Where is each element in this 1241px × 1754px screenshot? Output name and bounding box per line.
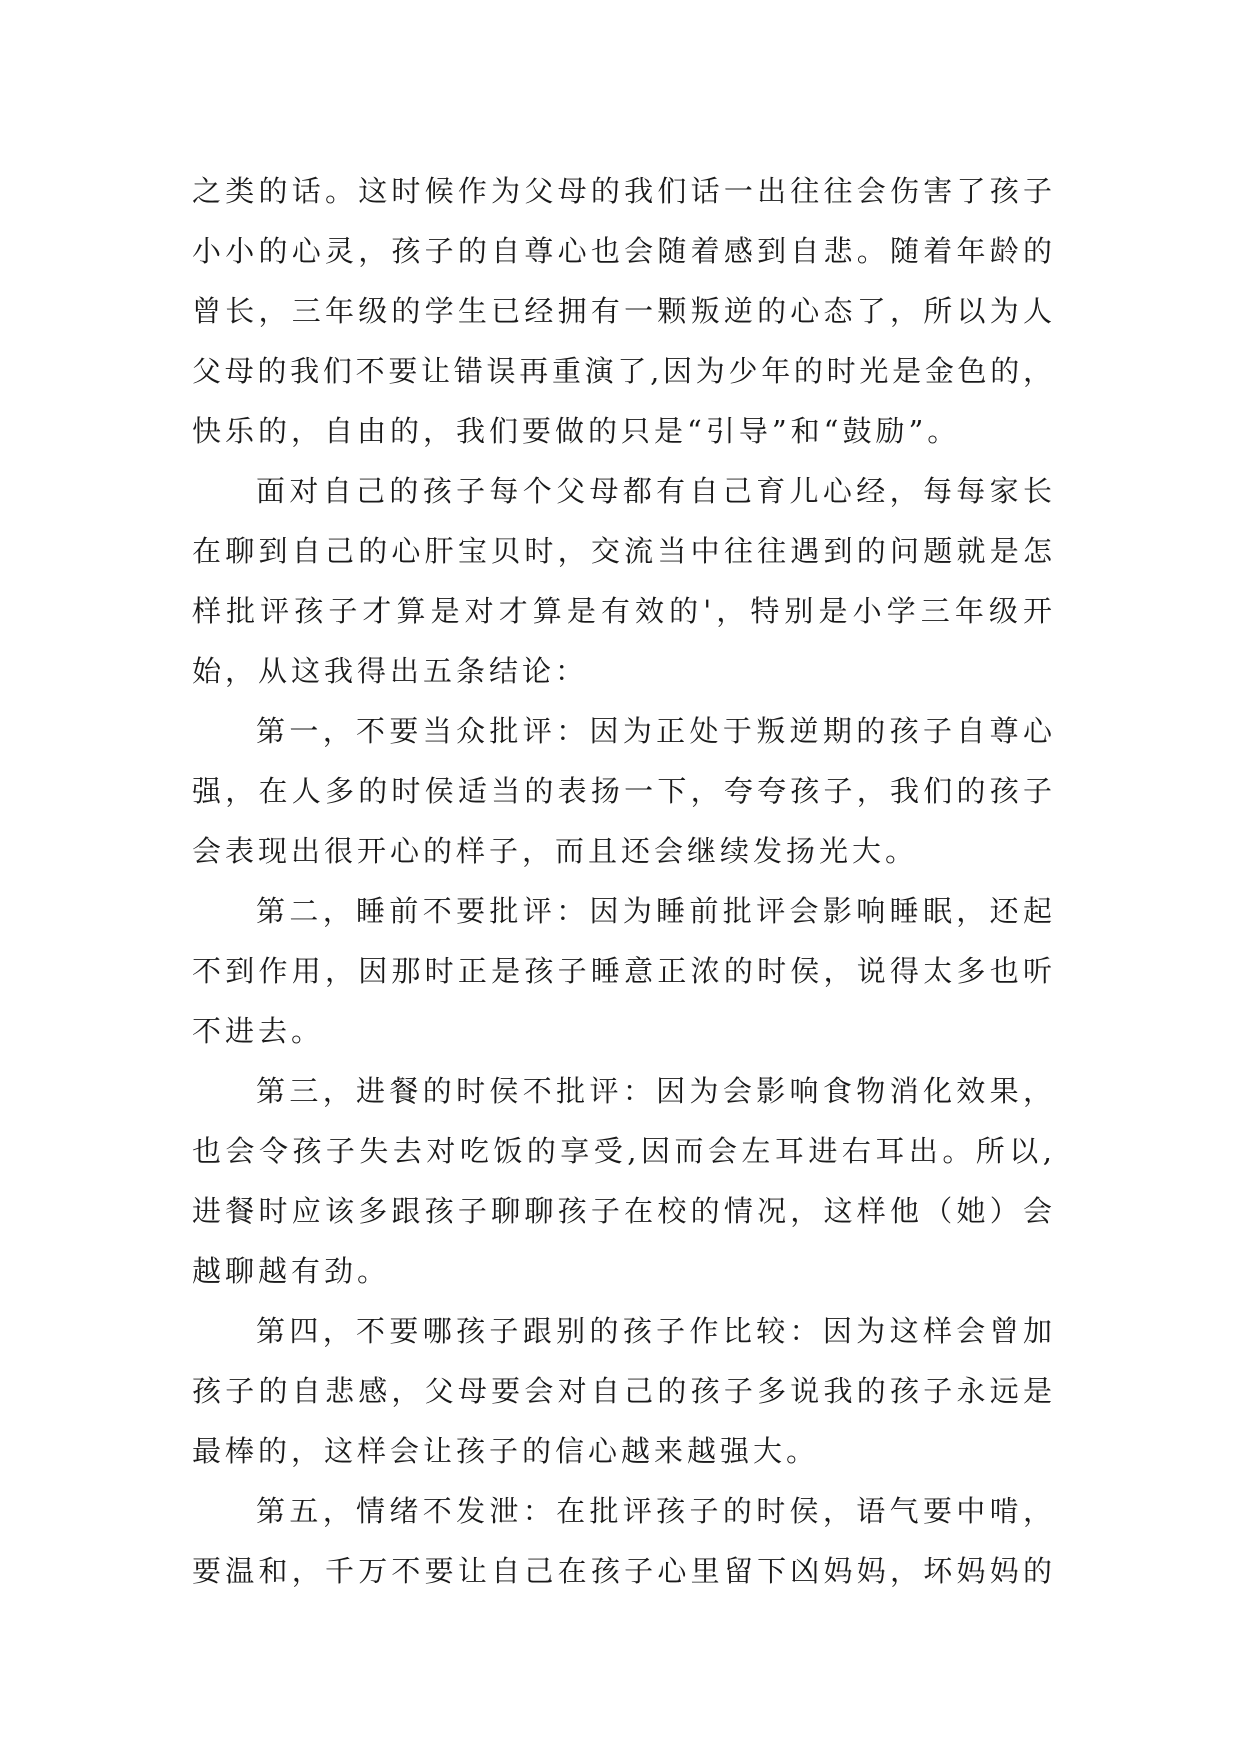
- text-line: 之类的话。这时候作为父母的我们话一出往往会伤害了孩子: [192, 174, 1052, 208]
- text-line: 曾长，三年级的学生已经拥有一颗叛逆的心态了，所以为人: [192, 294, 1052, 328]
- text-line: 不到作用，因那时正是孩子睡意正浓的时侯，说得太多也听: [192, 954, 1052, 988]
- text-line: 要温和，千万不要让自己在孩子心里留下凶妈妈，坏妈妈的: [192, 1554, 1052, 1588]
- text-line: 也会令孩子失去对吃饭的享受,因而会左耳进右耳出。所以,: [192, 1134, 1052, 1168]
- text-line: 第四，不要哪孩子跟别的孩子作比较：因为这样会曾加: [256, 1314, 1052, 1348]
- body-text: [192, 161, 1052, 1601]
- text-line: 不进去。: [192, 1014, 325, 1048]
- text-line: 小小的心灵，孩子的自尊心也会随着感到自悲。随着年龄的: [192, 234, 1052, 268]
- text-line: 进餐时应该多跟孩子聊聊孩子在校的情况，这样他（她）会: [192, 1194, 1052, 1228]
- text-line: 第一，不要当众批评：因为正处于叛逆期的孩子自尊心: [256, 714, 1052, 748]
- text-line: 样批评孩子才算是对才算是有效的'，特别是小学三年级开: [192, 594, 1052, 628]
- text-line: 越聊越有劲。: [192, 1254, 391, 1288]
- text-line: 第三，进餐的时侯不批评：因为会影响食物消化效果，: [256, 1074, 1052, 1108]
- text-line: 父母的我们不要让错误再重演了,因为少年的时光是金色的，: [192, 354, 1052, 388]
- text-line: 最棒的，这样会让孩子的信心越来越强大。: [192, 1434, 820, 1468]
- text-line: 孩子的自悲感，父母要会对自己的孩子多说我的孩子永远是: [192, 1374, 1052, 1408]
- text-line: 快乐的，自由的，我们要做的只是“引导”和“鼓励”。: [192, 414, 961, 448]
- text-line: 第五，情绪不发泄：在批评孩子的时侯，语气要中啃，: [256, 1494, 1052, 1528]
- text-line: 第二，睡前不要批评：因为睡前批评会影响睡眠，还起: [256, 894, 1052, 928]
- text-line: 会表现出很开心的样子，而且还会继续发扬光大。: [192, 834, 919, 868]
- text-line: 强，在人多的时侯适当的表扬一下，夸夸孩子，我们的孩子: [192, 774, 1052, 808]
- text-line: 面对自己的孩子每个父母都有自己育儿心经，每每家长: [256, 474, 1052, 508]
- text-line: 始，从这我得出五条结论：: [192, 654, 589, 688]
- text-line: 在聊到自己的心肝宝贝时，交流当中往往遇到的问题就是怎: [192, 534, 1052, 568]
